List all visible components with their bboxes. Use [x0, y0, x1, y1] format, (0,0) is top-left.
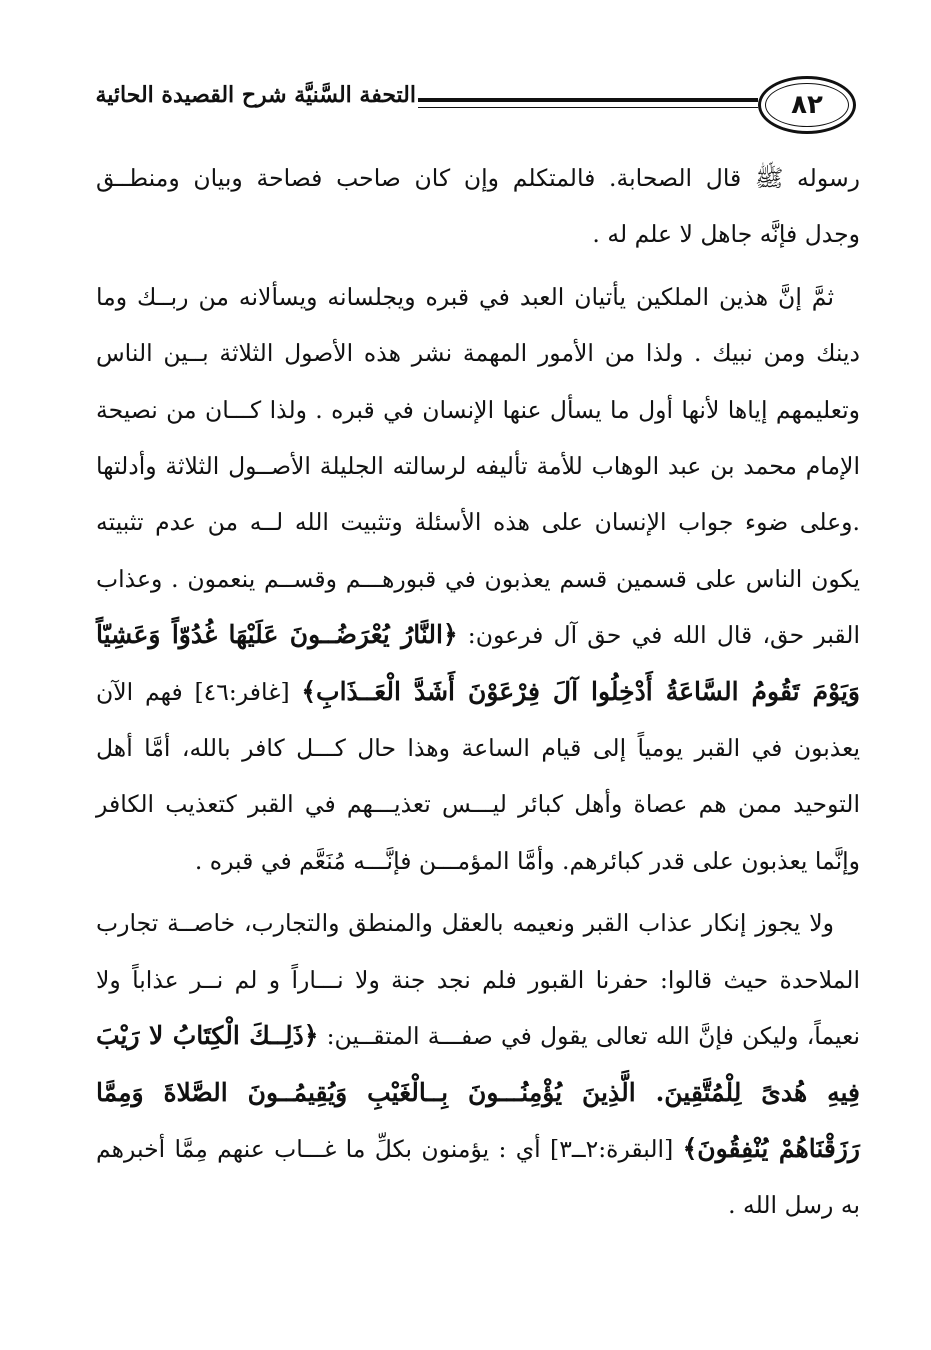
paragraph	[96, 150, 860, 263]
quran-verse: ﴿النَّارُ يُعْرَضُــونَ عَلَيْهَا غُدُوّاً وَعَشِيّاً وَيَوْمَ تَقُومُ السَّاعَةُ أَدْخِلُوا آلَ فِرْعَوْنَ أَشَدَّ الْعَــذَابِ﴾	[96, 620, 860, 706]
body-text	[96, 150, 860, 1234]
text-run: رسوله ﷺ قال الصحابة. فالمتكلم وإن كان صاحب فصاحة وبيان ومنطــق وجدل فإنَّه جاهل لا علم له .	[96, 164, 860, 249]
text-run: [البقرة:٢ــ٣] أي : يؤمنون بكلِّ ما غـــاب عنهم مِمَّا أخبرهم به رسل الله .	[96, 1134, 860, 1220]
header-rule	[418, 98, 758, 108]
text-run: ثمَّ إنَّ هذين الملكين يأتيان العبد في قبره ويجلسانه ويسألانه من ربــك وما دينك ومن نبيك . ولذا من الأمور المهمة نشر هذه الأصول الثلاثة بــين الناس وتعليمهم إياها لأنها أول ما يسأل عنها الإنسان في قبره . ولذا كـــان من نصيحة الإمام محمد بن عبد الوهاب للأمة تأليفه لرسالته الجليلة الأصــول الثلاثة وأدلتها .وعلى ضوء جواب الإنسان على هذه الأسئلة وتثبيت الله لــه من عدم تثبيته يكون الناس على قسمين قسم يعذبون في قبورهـــم وقســم ينعمون . وعذاب القبر حق، قال الله في حق آل فرعون:	[96, 282, 860, 650]
paragraph	[96, 895, 860, 1233]
page-number: ٨٢	[791, 90, 823, 120]
quran-verse: ﴿ذَلِــكَ الْكِتَابُ لا رَيْبَ فِيهِ هُدىً لِلْمُتَّقِينَ. الَّذِينَ يُؤْمِنُـــونَ بِــالْغَيْبِ وَيُقِيمُــونَ الصَّلاةَ وَمِمَّا رَزَقْنَاهُمْ يُنْفِقُونَ﴾	[96, 1021, 860, 1163]
paragraph	[96, 269, 860, 889]
page-number-oval	[758, 76, 856, 134]
page-header	[96, 76, 856, 138]
text-run: ولا يجوز إنكار عذاب القبر ونعيمه بالعقل والمنطق والتجارب، خاصــة تجارب الملاحدة حيث قالوا: حفرنا القبور فلم نجد جنة ولا نـــاراً و لم نــر عذاباً ولا نعيماً، وليكن فإنَّ الله تعالى يقول في صفـــة المتقــين:	[96, 909, 860, 1051]
text-run: [غافر:٤٦] فهم الآن يعذبون في القبر يومياً إلى قيام الساعة وهذا حال كـــل كافر بالله، أمَّا أهل التوحيد ممن هم عصاة وأهل كبائر ليـــس تعذيـــهم في القبر كتعذيب الكافر وإنَّما يعذبون على قدر كبائرهم. وأمَّا المؤمـــن فإنَّـــه مُنَعَّم في قبره .	[96, 677, 860, 875]
book-title: التحفة السَّنيَّة شرح القصيدة الحائية	[95, 82, 416, 108]
